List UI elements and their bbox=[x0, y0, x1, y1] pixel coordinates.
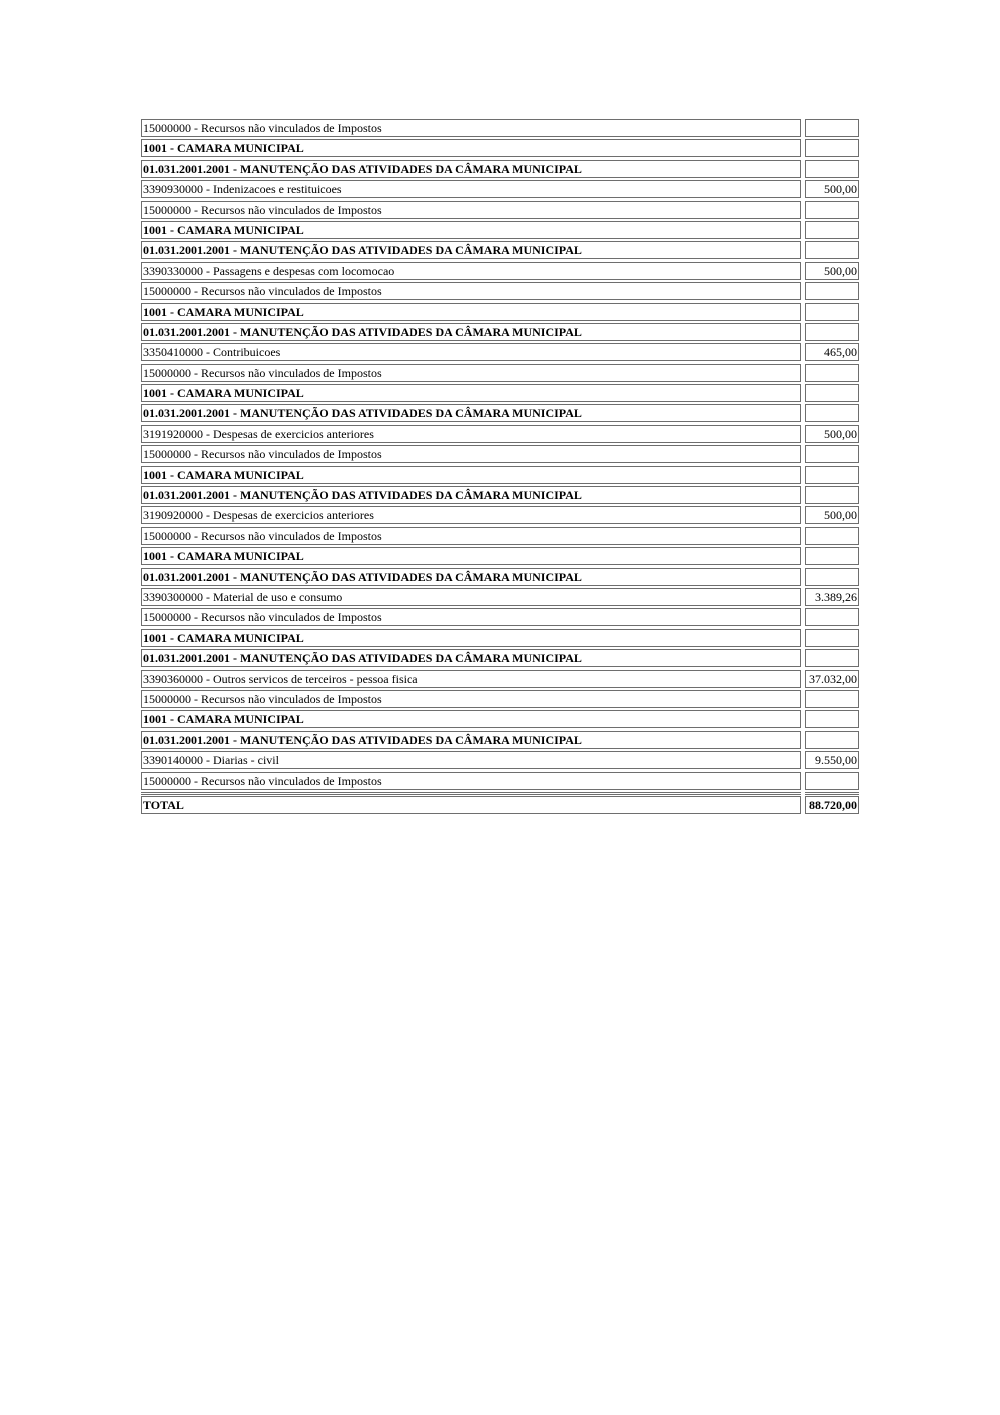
row-value bbox=[805, 527, 859, 545]
table-row bbox=[141, 629, 860, 647]
total-separator bbox=[141, 792, 860, 795]
row-description: 1001 - CAMARA MUNICIPAL bbox=[141, 139, 801, 157]
table-row bbox=[141, 588, 860, 606]
total-value: 88.720,00 bbox=[805, 796, 859, 814]
table-row bbox=[141, 751, 860, 769]
row-value bbox=[805, 731, 859, 749]
row-value bbox=[805, 445, 859, 463]
table-row bbox=[141, 160, 860, 178]
row-value bbox=[805, 323, 859, 341]
row-description: 01.031.2001.2001 - MANUTENÇÃO DAS ATIVIDADES DA CÂMARA MUNICIPAL bbox=[141, 649, 801, 667]
row-value: 500,00 bbox=[805, 425, 859, 443]
table-row bbox=[141, 506, 860, 524]
table-row bbox=[141, 221, 860, 239]
row-description: 1001 - CAMARA MUNICIPAL bbox=[141, 629, 801, 647]
row-value bbox=[805, 690, 859, 708]
row-value bbox=[805, 364, 859, 382]
row-description: 1001 - CAMARA MUNICIPAL bbox=[141, 466, 801, 484]
row-description: 1001 - CAMARA MUNICIPAL bbox=[141, 221, 801, 239]
row-value bbox=[805, 282, 859, 300]
row-description: 3190920000 - Despesas de exercicios anteriores bbox=[141, 506, 801, 524]
table-row bbox=[141, 527, 860, 545]
table-row bbox=[141, 343, 860, 361]
row-description: 15000000 - Recursos não vinculados de Impostos bbox=[141, 201, 801, 219]
row-description: 3350410000 - Contribuicoes bbox=[141, 343, 801, 361]
row-description: 01.031.2001.2001 - MANUTENÇÃO DAS ATIVIDADES DA CÂMARA MUNICIPAL bbox=[141, 568, 801, 586]
row-description: 1001 - CAMARA MUNICIPAL bbox=[141, 384, 801, 402]
row-value bbox=[805, 710, 859, 728]
separator-line-desc bbox=[141, 792, 801, 795]
row-description: 15000000 - Recursos não vinculados de Impostos bbox=[141, 772, 801, 790]
row-value bbox=[805, 139, 859, 157]
row-value bbox=[805, 119, 859, 137]
row-description: 3191920000 - Despesas de exercicios anteriores bbox=[141, 425, 801, 443]
row-description: 1001 - CAMARA MUNICIPAL bbox=[141, 547, 801, 565]
row-description: 3390140000 - Diarias - civil bbox=[141, 751, 801, 769]
row-value bbox=[805, 466, 859, 484]
table-row bbox=[141, 241, 860, 259]
row-description: 01.031.2001.2001 - MANUTENÇÃO DAS ATIVIDADES DA CÂMARA MUNICIPAL bbox=[141, 486, 801, 504]
row-description: 1001 - CAMARA MUNICIPAL bbox=[141, 710, 801, 728]
row-value: 37.032,00 bbox=[805, 670, 859, 688]
row-description: 3390300000 - Material de uso e consumo bbox=[141, 588, 801, 606]
table-row bbox=[141, 303, 860, 321]
budget-table bbox=[141, 119, 860, 816]
total-label: TOTAL bbox=[141, 796, 801, 814]
table-row bbox=[141, 547, 860, 565]
table-row bbox=[141, 119, 860, 137]
table-row bbox=[141, 670, 860, 688]
separator-line-value bbox=[805, 792, 859, 795]
row-description: 01.031.2001.2001 - MANUTENÇÃO DAS ATIVIDADES DA CÂMARA MUNICIPAL bbox=[141, 404, 801, 422]
row-value bbox=[805, 384, 859, 402]
table-row bbox=[141, 710, 860, 728]
table-row bbox=[141, 731, 860, 749]
table-row bbox=[141, 445, 860, 463]
row-description: 15000000 - Recursos não vinculados de Impostos bbox=[141, 690, 801, 708]
row-value: 500,00 bbox=[805, 506, 859, 524]
row-value: 500,00 bbox=[805, 262, 859, 280]
row-description: 01.031.2001.2001 - MANUTENÇÃO DAS ATIVIDADES DA CÂMARA MUNICIPAL bbox=[141, 160, 801, 178]
row-description: 01.031.2001.2001 - MANUTENÇÃO DAS ATIVIDADES DA CÂMARA MUNICIPAL bbox=[141, 323, 801, 341]
row-description: 15000000 - Recursos não vinculados de Impostos bbox=[141, 282, 801, 300]
row-description: 15000000 - Recursos não vinculados de Impostos bbox=[141, 364, 801, 382]
row-value bbox=[805, 241, 859, 259]
row-value bbox=[805, 568, 859, 586]
table-row bbox=[141, 690, 860, 708]
row-value bbox=[805, 404, 859, 422]
row-description: 3390360000 - Outros servicos de terceiros - pessoa fisica bbox=[141, 670, 801, 688]
table-row bbox=[141, 466, 860, 484]
table-row bbox=[141, 282, 860, 300]
row-description: 01.031.2001.2001 - MANUTENÇÃO DAS ATIVIDADES DA CÂMARA MUNICIPAL bbox=[141, 241, 801, 259]
table-row bbox=[141, 425, 860, 443]
table-body bbox=[141, 119, 860, 790]
table-row bbox=[141, 364, 860, 382]
row-description: 1001 - CAMARA MUNICIPAL bbox=[141, 303, 801, 321]
row-value bbox=[805, 160, 859, 178]
row-value bbox=[805, 629, 859, 647]
row-description: 15000000 - Recursos não vinculados de Impostos bbox=[141, 445, 801, 463]
table-row bbox=[141, 384, 860, 402]
row-value: 3.389,26 bbox=[805, 588, 859, 606]
row-value bbox=[805, 221, 859, 239]
row-value: 9.550,00 bbox=[805, 751, 859, 769]
table-row bbox=[141, 323, 860, 341]
row-value bbox=[805, 547, 859, 565]
table-row bbox=[141, 404, 860, 422]
row-description: 3390930000 - Indenizacoes e restituicoes bbox=[141, 180, 801, 198]
row-description: 15000000 - Recursos não vinculados de Impostos bbox=[141, 119, 801, 137]
table-row bbox=[141, 772, 860, 790]
row-description: 15000000 - Recursos não vinculados de Impostos bbox=[141, 608, 801, 626]
table-row bbox=[141, 568, 860, 586]
row-value bbox=[805, 303, 859, 321]
table-row bbox=[141, 139, 860, 157]
row-value: 500,00 bbox=[805, 180, 859, 198]
row-description: 3390330000 - Passagens e despesas com locomocao bbox=[141, 262, 801, 280]
table-row bbox=[141, 201, 860, 219]
row-value: 465,00 bbox=[805, 343, 859, 361]
table-row bbox=[141, 649, 860, 667]
row-value bbox=[805, 649, 859, 667]
row-value bbox=[805, 201, 859, 219]
table-row bbox=[141, 608, 860, 626]
table-row bbox=[141, 486, 860, 504]
total-row bbox=[141, 796, 860, 814]
row-description: 15000000 - Recursos não vinculados de Impostos bbox=[141, 527, 801, 545]
row-value bbox=[805, 486, 859, 504]
row-value bbox=[805, 772, 859, 790]
row-description: 01.031.2001.2001 - MANUTENÇÃO DAS ATIVIDADES DA CÂMARA MUNICIPAL bbox=[141, 731, 801, 749]
table-row bbox=[141, 180, 860, 198]
table-row bbox=[141, 262, 860, 280]
row-value bbox=[805, 608, 859, 626]
